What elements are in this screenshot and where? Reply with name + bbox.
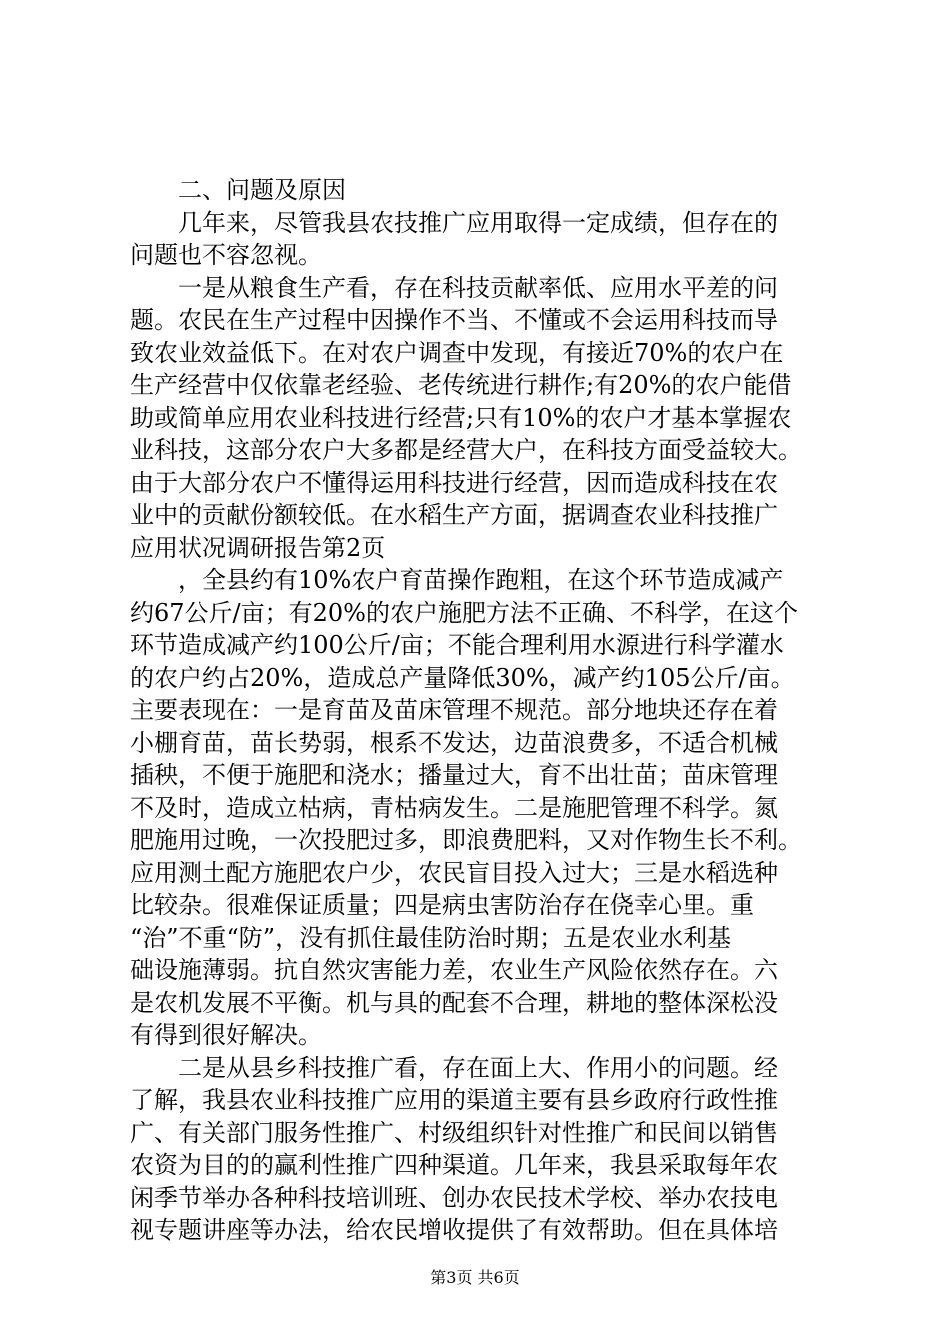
text-line: 了解，我县农业科技推广应用的渠道主要有县乡政府行政性推 bbox=[130, 1086, 778, 1114]
text-line: ，全县约有10%农户育苗操作跑粗，在这个环节造成减产 bbox=[130, 566, 784, 594]
section-heading: 二、问题及原因 bbox=[130, 176, 346, 204]
text-line: 小棚育苗，苗长势弱，根系不发达，边苗浪费多，不适合机械 bbox=[130, 728, 778, 757]
text-line: 生产经营中仅依靠老经验、老传统进行耕作;有20%的农户能借 bbox=[130, 371, 792, 399]
text-line: 一是从粮食生产看，存在科技贡献率低、应用水平差的问 bbox=[130, 273, 778, 302]
text-line: 应用状况调研报告第2页 bbox=[130, 533, 386, 562]
text-line: 是农机发展不平衡。机与具的配套不合理，耕地的整体深松没 bbox=[130, 988, 778, 1017]
text-line: 广、有关部门服务性推广、村级组织针对性推广和民间以销售 bbox=[130, 1118, 778, 1147]
text-line: 主要表现在：一是育苗及苗床管理不规范。部分地块还存在着 bbox=[130, 696, 778, 724]
text-line: 约67公斤/亩；有20%的农户施肥方法不正确、不科学，在这个 bbox=[130, 598, 798, 627]
text-line: 几年来，尽管我县农技推广应用取得一定成绩，但存在的 bbox=[130, 208, 778, 237]
text-line: 础设施薄弱。抗自然灾害能力差，农业生产风险依然存在。六 bbox=[130, 956, 778, 984]
text-line: 应用测土配方施肥农户少，农民盲目投入过大；三是水稻选种 bbox=[130, 858, 778, 887]
text-line: 视专题讲座等办法，给农民增收提供了有效帮助。但在具体培 bbox=[130, 1216, 778, 1244]
document-body bbox=[130, 174, 832, 1247]
text-line: 插秧，不便于施肥和浇水；播量过大，育不出壮苗；苗床管理 bbox=[130, 761, 778, 789]
text-line: 农资为目的的赢利性推广四种渠道。几年来，我县采取每年农 bbox=[130, 1151, 778, 1179]
text-line: 环节造成减产约100公斤/亩；不能合理利用水源进行科学灌水 bbox=[130, 631, 784, 659]
text-line: 的农户约占20%，造成总产量降低30%，减产约105公斤/亩。 bbox=[130, 663, 795, 692]
page-number: 第3页 共6页 bbox=[430, 1268, 520, 1287]
text-line: 二是从县乡科技推广看，存在面上大、作用小的问题。经 bbox=[130, 1053, 778, 1082]
text-line: 业科技，这部分农户大多都是经营大户，在科技方面受益较大。 bbox=[130, 436, 802, 464]
text-line: 致农业效益低下。在对农户调查中发现，有接近70%的农户在 bbox=[130, 338, 784, 367]
text-line: 闲季节举办各种科技培训班、创办农民技术学校、举办农技电 bbox=[130, 1183, 778, 1212]
text-line: 不及时，造成立枯病，青枯病发生。二是施肥管理不科学。氮 bbox=[130, 793, 778, 822]
text-line: 业中的贡献份额较低。在水稻生产方面，据调查农业科技推广 bbox=[130, 501, 778, 529]
text-line: 题。农民在生产过程中因操作不当、不懂或不会运用科技而导 bbox=[130, 306, 778, 334]
text-line: 由于大部分农户不懂得运用科技进行经营，因而造成科技在农 bbox=[130, 468, 778, 497]
text-line: “治”不重“防”，没有抓住最佳防治时期；五是农业水利基 bbox=[130, 923, 732, 952]
text-line: 有得到很好解决。 bbox=[130, 1021, 322, 1049]
text-line: 比较杂。很难保证质量；四是病虫害防治存在侥幸心里。重 bbox=[130, 891, 754, 919]
text-line: 问题也不容忽视。 bbox=[130, 241, 322, 269]
page-footer bbox=[0, 1268, 950, 1288]
text-line: 助或简单应用农业科技进行经营;只有10%的农户才基本掌握农 bbox=[130, 403, 792, 432]
text-line: 肥施用过晚，一次投肥过多，即浪费肥料，又对作物生长不利。 bbox=[130, 826, 802, 854]
